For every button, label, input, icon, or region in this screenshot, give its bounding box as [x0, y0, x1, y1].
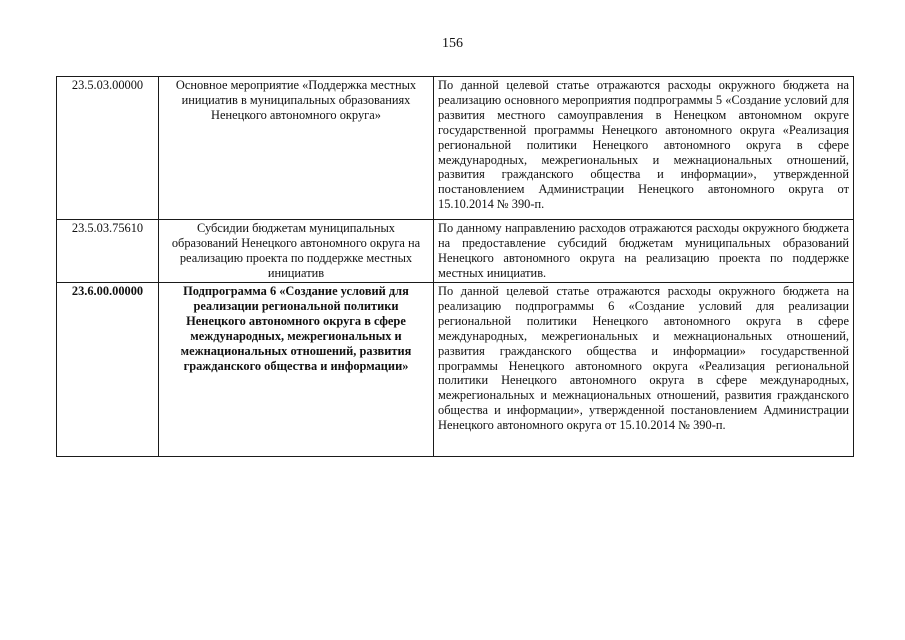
- table-row: [57, 283, 854, 457]
- page-number: 156: [442, 36, 463, 51]
- target-article-code: 23.5.03.00000: [57, 77, 159, 220]
- target-article-description: По данному направлению расходов отражаются расходы окружного бюджета на предоставление субсидий бюджетам муниципальных образований Ненецкого автономного округа на реализацию проекта по поддержке местных инициатив.: [434, 220, 854, 283]
- target-article-code: 23.5.03.75610: [57, 220, 159, 283]
- target-article-name: Субсидии бюджетам муниципальных образований Ненецкого автономного округа на реализацию проекта по поддержке местных инициатив: [159, 220, 434, 283]
- table-row: [57, 220, 854, 283]
- target-article-name: Основное мероприятие «Поддержка местных инициатив в муниципальных образованиях Ненецкого автономного округа»: [159, 77, 434, 220]
- target-article-description: По данной целевой статье отражаются расходы окружного бюджета на реализацию подпрограммы 6 «Создание условий для реализации региональной политики Ненецкого автономного округа в сфере международных, межрегиональных и межнациональных отношений, развития гражданского общества и информации» государственной программы Ненецкого автономного округа «Реализация региональной политики Ненецкого автономного округа в сфере международных, межрегиональных и межнациональных отношений, развития гражданского общества и информации», утвержденной постановлением Администрации Ненецкого автономного округа от 15.10.2014 № 390-п.: [434, 283, 854, 457]
- target-article-code: 23.6.00.00000: [57, 283, 159, 457]
- target-article-name: Подпрограмма 6 «Создание условий для реализации региональной политики Ненецкого автономного округа в сфере международных, межрегиональных и межнациональных отношений, развития гражданского общества и информации»: [159, 283, 434, 457]
- budget-classification-table: [56, 76, 854, 457]
- table-row: [57, 77, 854, 220]
- target-article-description: По данной целевой статье отражаются расходы окружного бюджета на реализацию основного мероприятия подпрограммы 5 «Создание условий для развития местного самоуправления в Ненецком автономном округе государственной программы Ненецкого автономного округа «Реализация региональной политики Ненецкого автономного округа в сфере международных, межрегиональных и межнациональных отношений, развития гражданского общества и информации», утвержденной постановлением Администрации Ненецкого автономного округа от 15.10.2014 № 390-п.: [434, 77, 854, 220]
